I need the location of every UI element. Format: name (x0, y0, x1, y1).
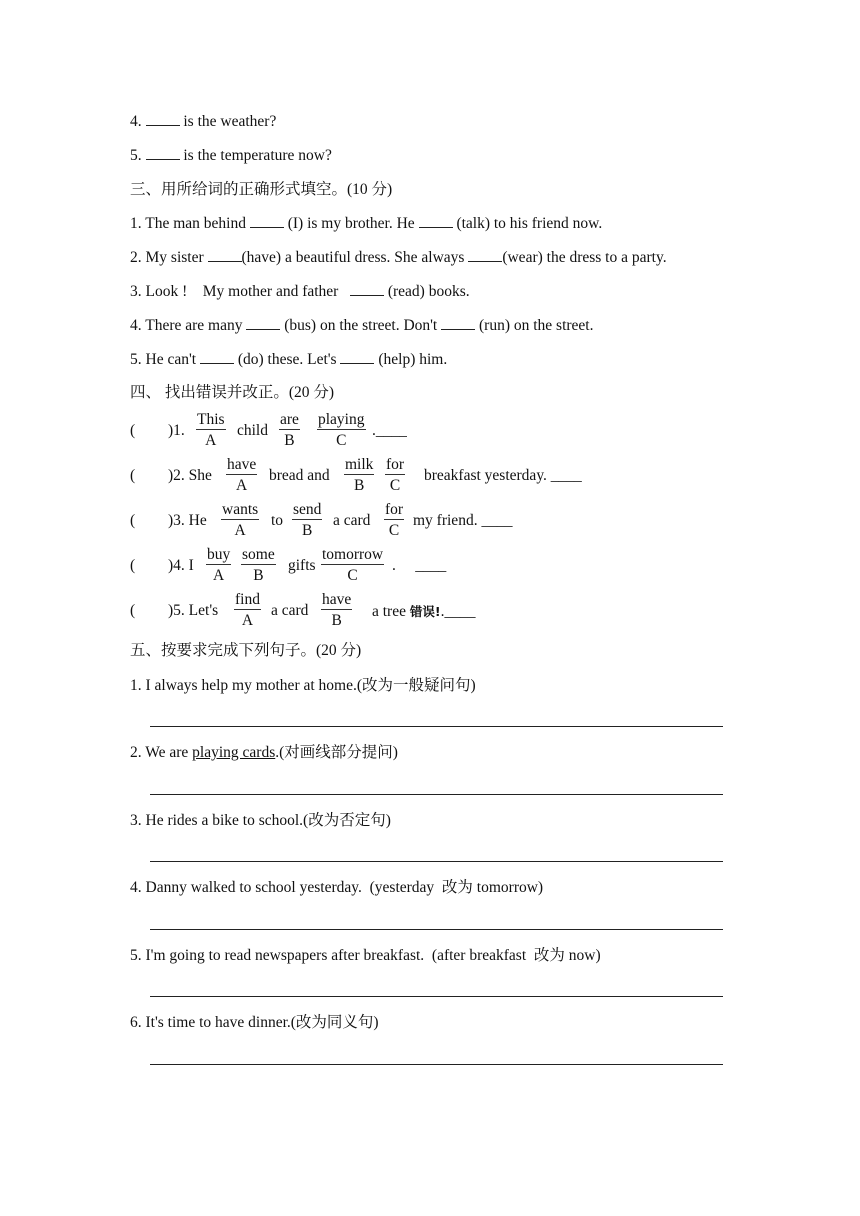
question-3-1: 1. The man behind (I) is my brother. He (talk) to his friend now. (130, 215, 603, 232)
answer-blank[interactable] (208, 248, 242, 262)
option-a[interactable]: wants A (222, 501, 259, 539)
question-3-3: 3. Look ! My mother and father (read) books. (130, 283, 470, 300)
option-c[interactable]: for C (385, 501, 404, 539)
error-item-5: ( )5. Let's find A a card have B a tree 错误!.____ (130, 591, 740, 635)
question-3-2: 2. My sister (have) a beautiful dress. She always (wear) the dress to a party. (130, 249, 667, 266)
question-5-1: 1. I always help my mother at home.(改为一般疑问句) (130, 677, 476, 694)
answer-blank[interactable] (200, 350, 234, 364)
option-b[interactable]: milk B (345, 456, 374, 494)
error-item-4: ( )4. I buy A some B gifts tomorrow C . ____ (130, 546, 740, 590)
option-a[interactable]: This A (197, 411, 225, 449)
question-2-4: 4. is the weather? (130, 113, 277, 130)
option-b[interactable]: have B (322, 591, 352, 629)
answer-blank[interactable] (146, 112, 180, 126)
option-a[interactable]: find A (235, 591, 260, 629)
question-3-4: 4. There are many (bus) on the street. Don't (run) on the street. (130, 317, 594, 334)
option-c[interactable]: playing C (318, 411, 365, 449)
error-marker: 错误! (409, 604, 441, 619)
option-b[interactable]: some B (242, 546, 275, 584)
question-5-3: 3. He rides a bike to school.(改为否定句) (130, 812, 391, 829)
option-a[interactable]: have A (227, 456, 257, 494)
answer-line-1[interactable] (150, 726, 723, 727)
error-item-3: ( )3. He wants A to send B a card for C my friend. ____ (130, 501, 740, 545)
option-c[interactable]: tomorrow C (322, 546, 384, 584)
question-5-6: 6. It's time to have dinner.(改为同义句) (130, 1014, 379, 1031)
section-4-title: 四、 找出错误并改正。(20 分) (130, 384, 335, 401)
answer-line-5[interactable] (150, 996, 723, 997)
answer-blank[interactable] (441, 316, 475, 330)
section-3-title: 三、用所给词的正确形式填空。(10 分) (130, 181, 393, 198)
section-5-title: 五、按要求完成下列句子。(20 分) (130, 642, 362, 659)
question-5-5: 5. I'm going to read newspapers after breakfast. (after breakfast 改为 now) (130, 947, 601, 964)
error-item-2: ( )2. She have A bread and milk B for C breakfast yesterday. ____ (130, 456, 740, 500)
option-a[interactable]: buy A (207, 546, 231, 584)
underlined-phrase: playing cards (192, 744, 276, 761)
option-b[interactable]: are B (280, 411, 299, 449)
answer-line-6[interactable] (150, 1064, 723, 1065)
answer-blank[interactable] (419, 214, 453, 228)
answer-line-3[interactable] (150, 861, 723, 862)
option-b[interactable]: send B (293, 501, 322, 539)
question-5-2: 2. We are playing cards.(对画线部分提问) (130, 744, 398, 761)
answer-blank[interactable] (468, 248, 502, 262)
error-item-1: ( )1. This A child are B playing C .____ (130, 411, 740, 455)
answer-line-2[interactable] (150, 794, 723, 795)
answer-line-4[interactable] (150, 929, 723, 930)
answer-blank[interactable] (340, 350, 374, 364)
question-5-4: 4. Danny walked to school yesterday. (yesterday 改为 tomorrow) (130, 879, 544, 896)
answer-blank[interactable] (146, 146, 180, 160)
question-3-5: 5. He can't (do) these. Let's (help) him. (130, 351, 448, 368)
answer-blank[interactable] (246, 316, 280, 330)
question-2-5: 5. is the temperature now? (130, 147, 332, 164)
option-c[interactable]: for C (386, 456, 405, 494)
answer-blank[interactable] (350, 282, 384, 296)
answer-blank[interactable] (250, 214, 284, 228)
